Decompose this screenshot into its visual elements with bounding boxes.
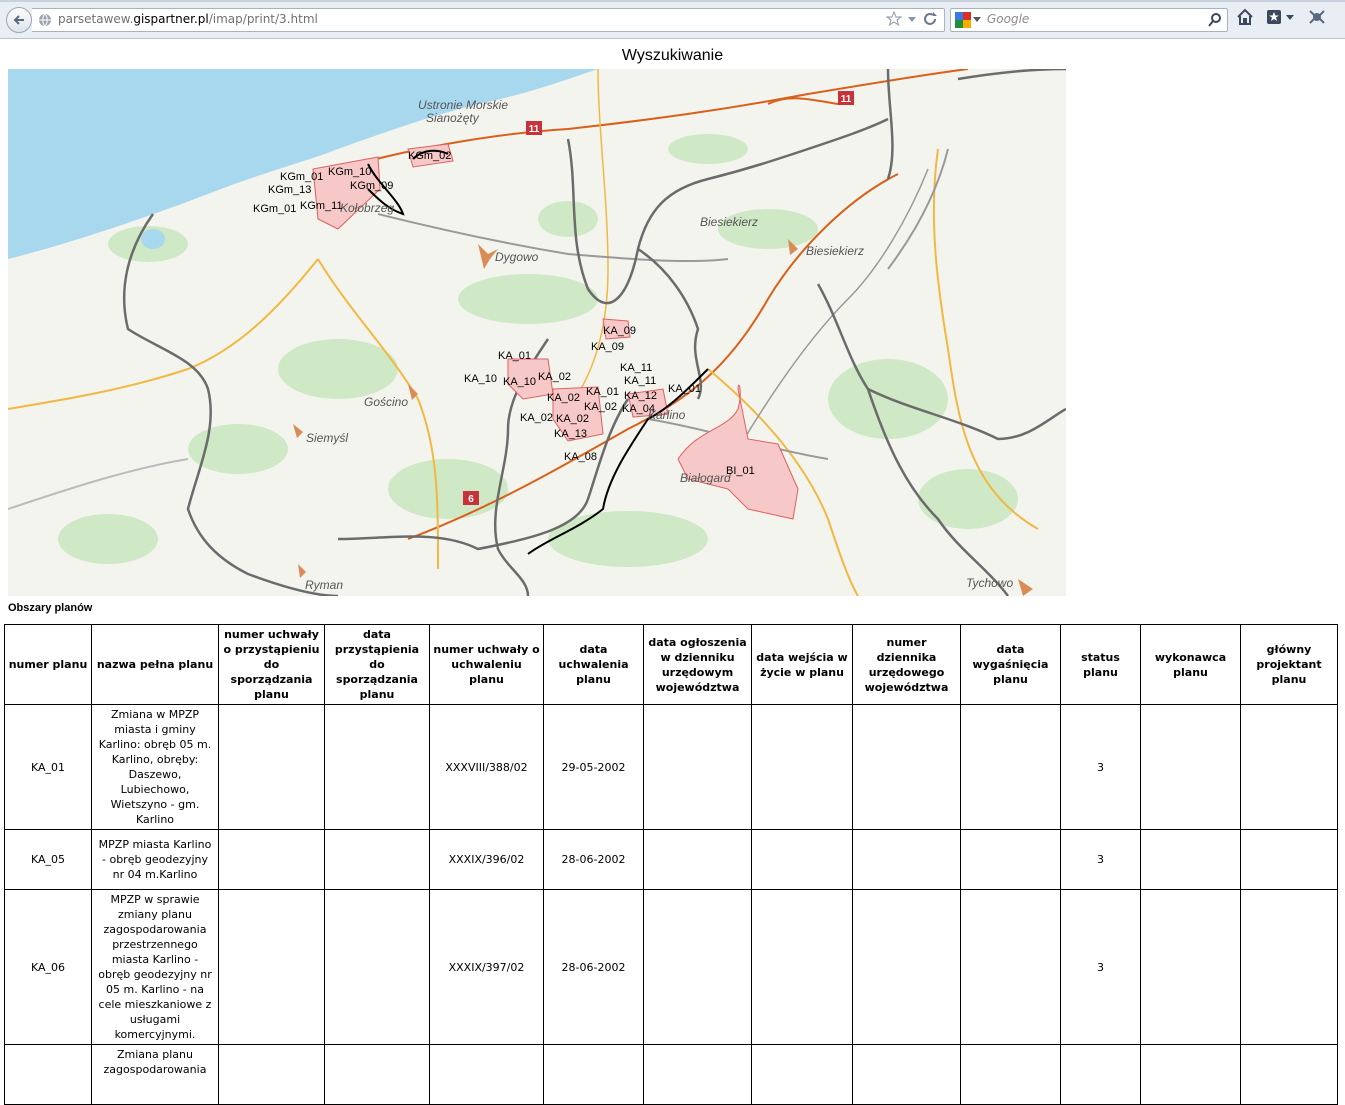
table-cell xyxy=(752,890,853,1045)
table-cell: 28-06-2002 xyxy=(544,830,644,890)
table-cell xyxy=(1141,830,1241,890)
bookmarks-menu-icon[interactable] xyxy=(1266,8,1296,26)
col-header: data wygaśnięcia planu xyxy=(961,625,1061,705)
table-cell: MPZP miasta Karlino - obręb geodezyjny nr 04 m.Karlino xyxy=(92,830,219,890)
table-cell xyxy=(644,890,752,1045)
plan-label: KA_01 xyxy=(668,383,702,395)
plan-label: KA_11 xyxy=(620,362,653,374)
town-label-dygowo: Dygowo xyxy=(495,250,539,264)
table-cell xyxy=(1141,890,1241,1045)
plan-label: KA_02 xyxy=(547,392,581,404)
col-header: wykonawca planu xyxy=(1141,625,1241,705)
table-cell: XXXIX/397/02 xyxy=(430,890,544,1045)
sea-area xyxy=(8,69,598,259)
table-cell xyxy=(853,890,961,1045)
engine-dropdown-icon[interactable] xyxy=(973,17,981,23)
plan-label: KA_01 xyxy=(498,350,532,362)
addons-icon[interactable] xyxy=(1308,8,1326,26)
table-cell xyxy=(961,830,1061,890)
col-header: status planu xyxy=(1061,625,1141,705)
col-header: numer uchwały o uchwaleniu planu xyxy=(430,625,544,705)
town-label-kolobrzeg: Kołobrzeg xyxy=(340,201,395,215)
plan-label: KA_11 xyxy=(624,375,657,387)
plan-label: KA_10 xyxy=(503,376,537,388)
history-dropdown-icon[interactable] xyxy=(906,11,918,27)
col-header: nazwa pełna planu xyxy=(92,625,219,705)
plan-label: KA_04 xyxy=(622,403,656,415)
plan-label: KGm_13 xyxy=(268,184,312,196)
plan-label: KA_02 xyxy=(584,401,618,413)
table-cell xyxy=(5,1045,92,1105)
plan-label: KGm_02 xyxy=(408,150,452,162)
table-cell: 3 xyxy=(1061,705,1141,830)
town-label-tychowo: Tychowo xyxy=(966,576,1014,590)
table-cell: 29-05-2002 xyxy=(544,705,644,830)
road-shield-label: 6 xyxy=(468,494,474,505)
town-label-biesiekierz-1: Biesiekierz xyxy=(700,215,759,229)
map-image xyxy=(8,69,1066,596)
table-cell xyxy=(325,890,430,1045)
table-cell xyxy=(644,1045,752,1105)
table-cell xyxy=(1241,890,1338,1045)
table-cell xyxy=(1241,1045,1338,1105)
browser-toolbar xyxy=(0,0,1345,39)
table-cell xyxy=(961,890,1061,1045)
road-shield-11a xyxy=(838,91,854,105)
col-header: numer planu xyxy=(5,625,92,705)
plan-label: KGm_01 xyxy=(280,171,324,183)
plan-label: KA_12 xyxy=(624,390,658,402)
town-label-ryman: Ryman xyxy=(305,578,344,592)
url-path: /imap/print/3.html xyxy=(208,12,318,26)
plan-label: KGm_11 xyxy=(300,200,343,212)
town-label-goscino: Gościno xyxy=(364,395,409,409)
plan-label: KA_02 xyxy=(556,413,590,425)
town-label-ustronie: Ustronie Morskie xyxy=(418,98,509,112)
search-bar[interactable] xyxy=(950,8,1228,32)
town-label-bialogard: Białogard xyxy=(680,471,731,485)
table-cell: KA_05 xyxy=(5,830,92,890)
town-label-siemysl: Siemyśl xyxy=(306,431,349,445)
table-cell xyxy=(430,1045,544,1105)
plan-label: KGm_10 xyxy=(328,166,372,178)
address-bar[interactable] xyxy=(32,8,945,32)
table-cell xyxy=(644,705,752,830)
search-input[interactable]: Google xyxy=(987,12,1030,26)
forest-areas xyxy=(58,134,1018,567)
table-cell: KA_01 xyxy=(5,705,92,830)
table-cell xyxy=(325,705,430,830)
road-shield-11b xyxy=(526,121,542,135)
back-button[interactable] xyxy=(6,7,32,33)
col-header: data uchwalenia planu xyxy=(544,625,644,705)
table-cell xyxy=(853,830,961,890)
table-row xyxy=(5,830,1338,890)
search-icon[interactable] xyxy=(1207,12,1223,28)
url-prefix: parsetawew. xyxy=(58,12,134,26)
town-label-sianozety: Sianożęty xyxy=(426,111,479,125)
plan-label: KA_13 xyxy=(554,428,588,440)
plan-label: KA_01 xyxy=(586,386,620,398)
google-engine-icon[interactable] xyxy=(955,12,971,28)
section-title: Obszary planów xyxy=(8,602,93,614)
table-cell: MPZP w sprawie zmiany planu zagospodarowania przestrzennego miasta Karlino - obręb geodezyjny nr 05 m. Karlino - na cele mieszkaniowe z usługami komercyjnymi. xyxy=(92,890,219,1045)
plan-label: KA_09 xyxy=(591,341,625,353)
table-cell xyxy=(1141,705,1241,830)
plan-label: KA_10 xyxy=(464,373,498,385)
table-cell xyxy=(752,705,853,830)
town-label-biesiekierz-2: Biesiekierz xyxy=(806,244,865,258)
table-cell xyxy=(1061,1045,1141,1105)
table-cell xyxy=(219,830,325,890)
table-row xyxy=(5,1045,1338,1105)
url-domain: gispartner.pl xyxy=(133,12,209,26)
page-title: Wyszukiwanie xyxy=(621,47,724,64)
table-cell xyxy=(644,830,752,890)
bookmark-star-icon[interactable] xyxy=(886,11,902,27)
table-row xyxy=(5,705,1338,830)
table-cell: XXXVIII/388/02 xyxy=(430,705,544,830)
road-shield-label: 11 xyxy=(528,124,540,135)
plans-table xyxy=(4,624,1338,1105)
plan-label: BI_01 xyxy=(726,465,755,477)
table-cell: 28-06-2002 xyxy=(544,890,644,1045)
col-header: data przystąpienia do sporządzania planu xyxy=(325,625,430,705)
road-shield-label: 11 xyxy=(840,94,852,105)
col-header: numer uchwały o przystąpieniu do sporządzania planu xyxy=(219,625,325,705)
plan-label: KA_09 xyxy=(603,325,637,337)
col-header: główny projektant planu xyxy=(1241,625,1338,705)
table-cell xyxy=(752,1045,853,1105)
table-cell: XXXIX/396/02 xyxy=(430,830,544,890)
table-cell xyxy=(219,705,325,830)
table-header-row xyxy=(5,625,1338,705)
table-cell xyxy=(1241,705,1338,830)
table-cell xyxy=(544,1045,644,1105)
tab-strip-edge xyxy=(0,0,1345,2)
table-cell xyxy=(752,830,853,890)
town-label-karlino: Karlino xyxy=(648,408,686,422)
table-cell xyxy=(325,830,430,890)
plan-label: KA_08 xyxy=(564,451,598,463)
table-cell xyxy=(961,1045,1061,1105)
plan-label: KGm_01 xyxy=(253,203,297,215)
table-cell xyxy=(853,705,961,830)
reload-icon[interactable] xyxy=(922,11,938,27)
table-cell: 3 xyxy=(1061,890,1141,1045)
plan-label: KA_02 xyxy=(538,371,572,383)
table-cell xyxy=(1141,1045,1241,1105)
home-icon[interactable] xyxy=(1236,8,1254,26)
table-cell: KA_06 xyxy=(5,890,92,1045)
col-header: data ogłoszenia w dzienniku urzędowym województwa xyxy=(644,625,752,705)
table-cell xyxy=(1241,830,1338,890)
globe-icon xyxy=(38,13,52,27)
table-cell: Zmiana planu zagospodarowania xyxy=(92,1045,219,1105)
table-cell xyxy=(961,705,1061,830)
plan-label: KA_02 xyxy=(520,412,554,424)
table-cell xyxy=(219,890,325,1045)
col-header: data wejścia w życie w planu xyxy=(752,625,853,705)
table-cell xyxy=(219,1045,325,1105)
url-text[interactable] xyxy=(58,12,318,26)
lake xyxy=(141,229,165,249)
col-header: numer dziennika urzędowego województwa xyxy=(853,625,961,705)
table-cell xyxy=(853,1045,961,1105)
plan-label: KGm_09 xyxy=(350,180,394,192)
road-shield-6 xyxy=(463,491,479,505)
table-cell: 3 xyxy=(1061,830,1141,890)
back-arrow-icon xyxy=(12,13,26,27)
table-cell: Zmiana w MPZP miasta i gminy Karlino: obręb 05 m. Karlino, obręby: Daszewo, Lubiechowo, Wietszyno - gm. Karlino xyxy=(92,705,219,830)
table-cell xyxy=(325,1045,430,1105)
table-row xyxy=(5,890,1338,1045)
